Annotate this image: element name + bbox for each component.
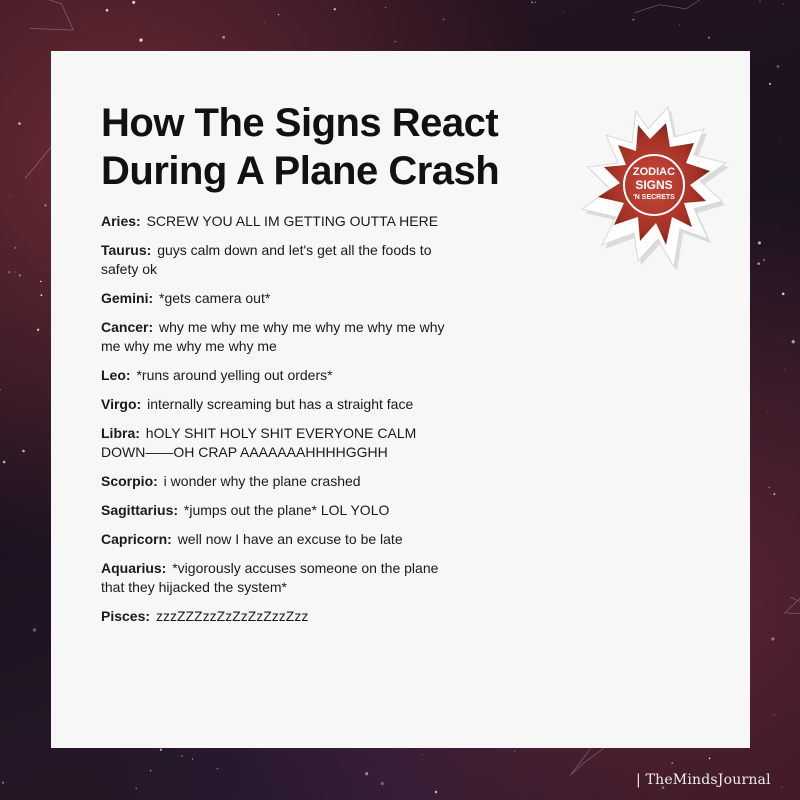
star: [523, 6, 524, 7]
star: [3, 461, 6, 464]
star: [792, 340, 795, 343]
star: [135, 788, 137, 790]
star: [514, 751, 515, 752]
star: [40, 294, 42, 296]
sign-name: Taurus:: [101, 242, 152, 258]
star: [222, 36, 225, 39]
sign-name: Scorpio:: [101, 473, 158, 489]
star: [10, 196, 11, 197]
sign-list: [101, 212, 446, 636]
sign-reaction: guys calm down and let's get all the foods to safety ok: [101, 242, 432, 277]
list-item-taurus: [101, 241, 446, 279]
sign-name: Libra:: [101, 425, 140, 441]
star: [37, 329, 40, 332]
star: [763, 259, 765, 261]
content-card: [51, 51, 750, 748]
star: [8, 271, 11, 274]
sign-name: Gemini:: [101, 290, 154, 306]
star: [671, 762, 673, 764]
sign-name: Leo:: [101, 367, 131, 383]
star: [365, 772, 368, 775]
star: [679, 25, 680, 26]
star: [563, 11, 564, 12]
star: [385, 7, 386, 8]
star: [759, 1, 760, 2]
star: [33, 628, 36, 631]
sign-name: Aquarius:: [101, 560, 167, 576]
constellation-line: [635, 0, 721, 13]
star: [769, 487, 771, 489]
star: [106, 9, 109, 12]
logo-line-3: 'N SECRETS: [633, 194, 675, 201]
star: [767, 411, 768, 412]
zodiac-signs-logo: [576, 89, 736, 289]
star: [782, 292, 785, 295]
list-item-gemini: [101, 289, 446, 308]
star: [777, 228, 778, 229]
page-title: [101, 99, 541, 195]
sign-reaction: internally screaming but has a straight face: [147, 396, 414, 412]
logo-line-1: ZODIAC: [632, 166, 676, 178]
sign-reaction: *vigorously accuses someone on the plane that they hijacked the system*: [101, 560, 439, 595]
star: [14, 247, 16, 249]
list-item-aries: [101, 212, 446, 231]
list-item-libra: [101, 424, 446, 462]
constellation-line: [785, 585, 800, 614]
star: [443, 19, 445, 21]
list-item-sagittarius: [101, 501, 446, 520]
footer-credit: | TheMindsJournal: [636, 772, 771, 788]
star: [395, 41, 396, 42]
star: [134, 29, 135, 30]
star: [632, 19, 634, 21]
star: [381, 782, 384, 785]
list-item-scorpio: [101, 472, 446, 491]
star: [235, 799, 236, 800]
star: [18, 122, 21, 125]
star: [422, 754, 423, 755]
star: [435, 791, 437, 793]
sign-reaction: *gets camera out*: [159, 290, 271, 306]
star: [19, 274, 21, 276]
list-item-virgo: [101, 395, 446, 414]
star: [760, 604, 761, 605]
sign-name: Capricorn:: [101, 531, 172, 547]
star: [150, 770, 151, 771]
star: [773, 493, 775, 495]
star: [781, 786, 782, 787]
list-item-aquarius: [101, 559, 446, 597]
star: [132, 1, 135, 4]
star: [0, 389, 1, 391]
sign-name: Sagittarius:: [101, 502, 179, 518]
star: [531, 1, 533, 3]
star: [709, 758, 711, 760]
sign-reaction: hOLY SHIT HOLY SHIT EVERYONE CALM DOWN——OH CRAP AAAAAAAHHHHGGHH: [101, 425, 417, 460]
star: [758, 241, 761, 244]
star: [213, 765, 214, 766]
star: [783, 4, 784, 5]
sign-reaction: zzzZZZzzZzZzZzZzzZzz: [155, 608, 309, 624]
constellation-line: [30, 0, 73, 30]
star: [278, 14, 279, 15]
star: [40, 281, 42, 283]
sign-reaction: SCREW YOU ALL IM GETTING OUTTA HERE: [146, 213, 439, 229]
star: [774, 714, 775, 715]
star: [779, 142, 780, 143]
list-item-cancer: [101, 318, 446, 356]
star: [217, 768, 219, 770]
sign-reaction: why me why me why me why me why me why me why me why me why me: [101, 319, 445, 354]
star: [708, 36, 710, 38]
star: [15, 272, 16, 273]
sign-reaction: *jumps out the plane* LOL YOLO: [183, 502, 390, 518]
star: [535, 2, 536, 3]
list-item-leo: [101, 366, 446, 385]
star: [777, 65, 780, 68]
star: [769, 83, 771, 85]
list-item-pisces: [101, 607, 446, 626]
sign-name: Aries:: [101, 213, 141, 229]
star: [160, 749, 162, 751]
star: [771, 637, 774, 640]
star: [757, 262, 760, 265]
sign-reaction: well now I have an excuse to be late: [177, 531, 403, 547]
star: [2, 782, 4, 784]
sign-reaction: *runs around yelling out orders*: [136, 367, 333, 383]
star: [192, 758, 193, 759]
star: [334, 8, 336, 10]
star: [22, 450, 25, 453]
star: [181, 755, 183, 757]
logo-line-2: SIGNS: [635, 178, 673, 192]
star: [44, 204, 46, 206]
sign-name: Virgo:: [101, 396, 142, 412]
list-item-capricorn: [101, 530, 446, 549]
sign-reaction: i wonder why the plane crashed: [163, 473, 361, 489]
sign-name: Pisces:: [101, 608, 151, 624]
title-line-1: How The Signs React: [101, 101, 499, 145]
title-line-2: During A Plane Crash: [101, 149, 500, 193]
sign-name: Cancer:: [101, 319, 154, 335]
star: [785, 369, 786, 370]
star: [264, 22, 265, 23]
star: [139, 38, 142, 41]
